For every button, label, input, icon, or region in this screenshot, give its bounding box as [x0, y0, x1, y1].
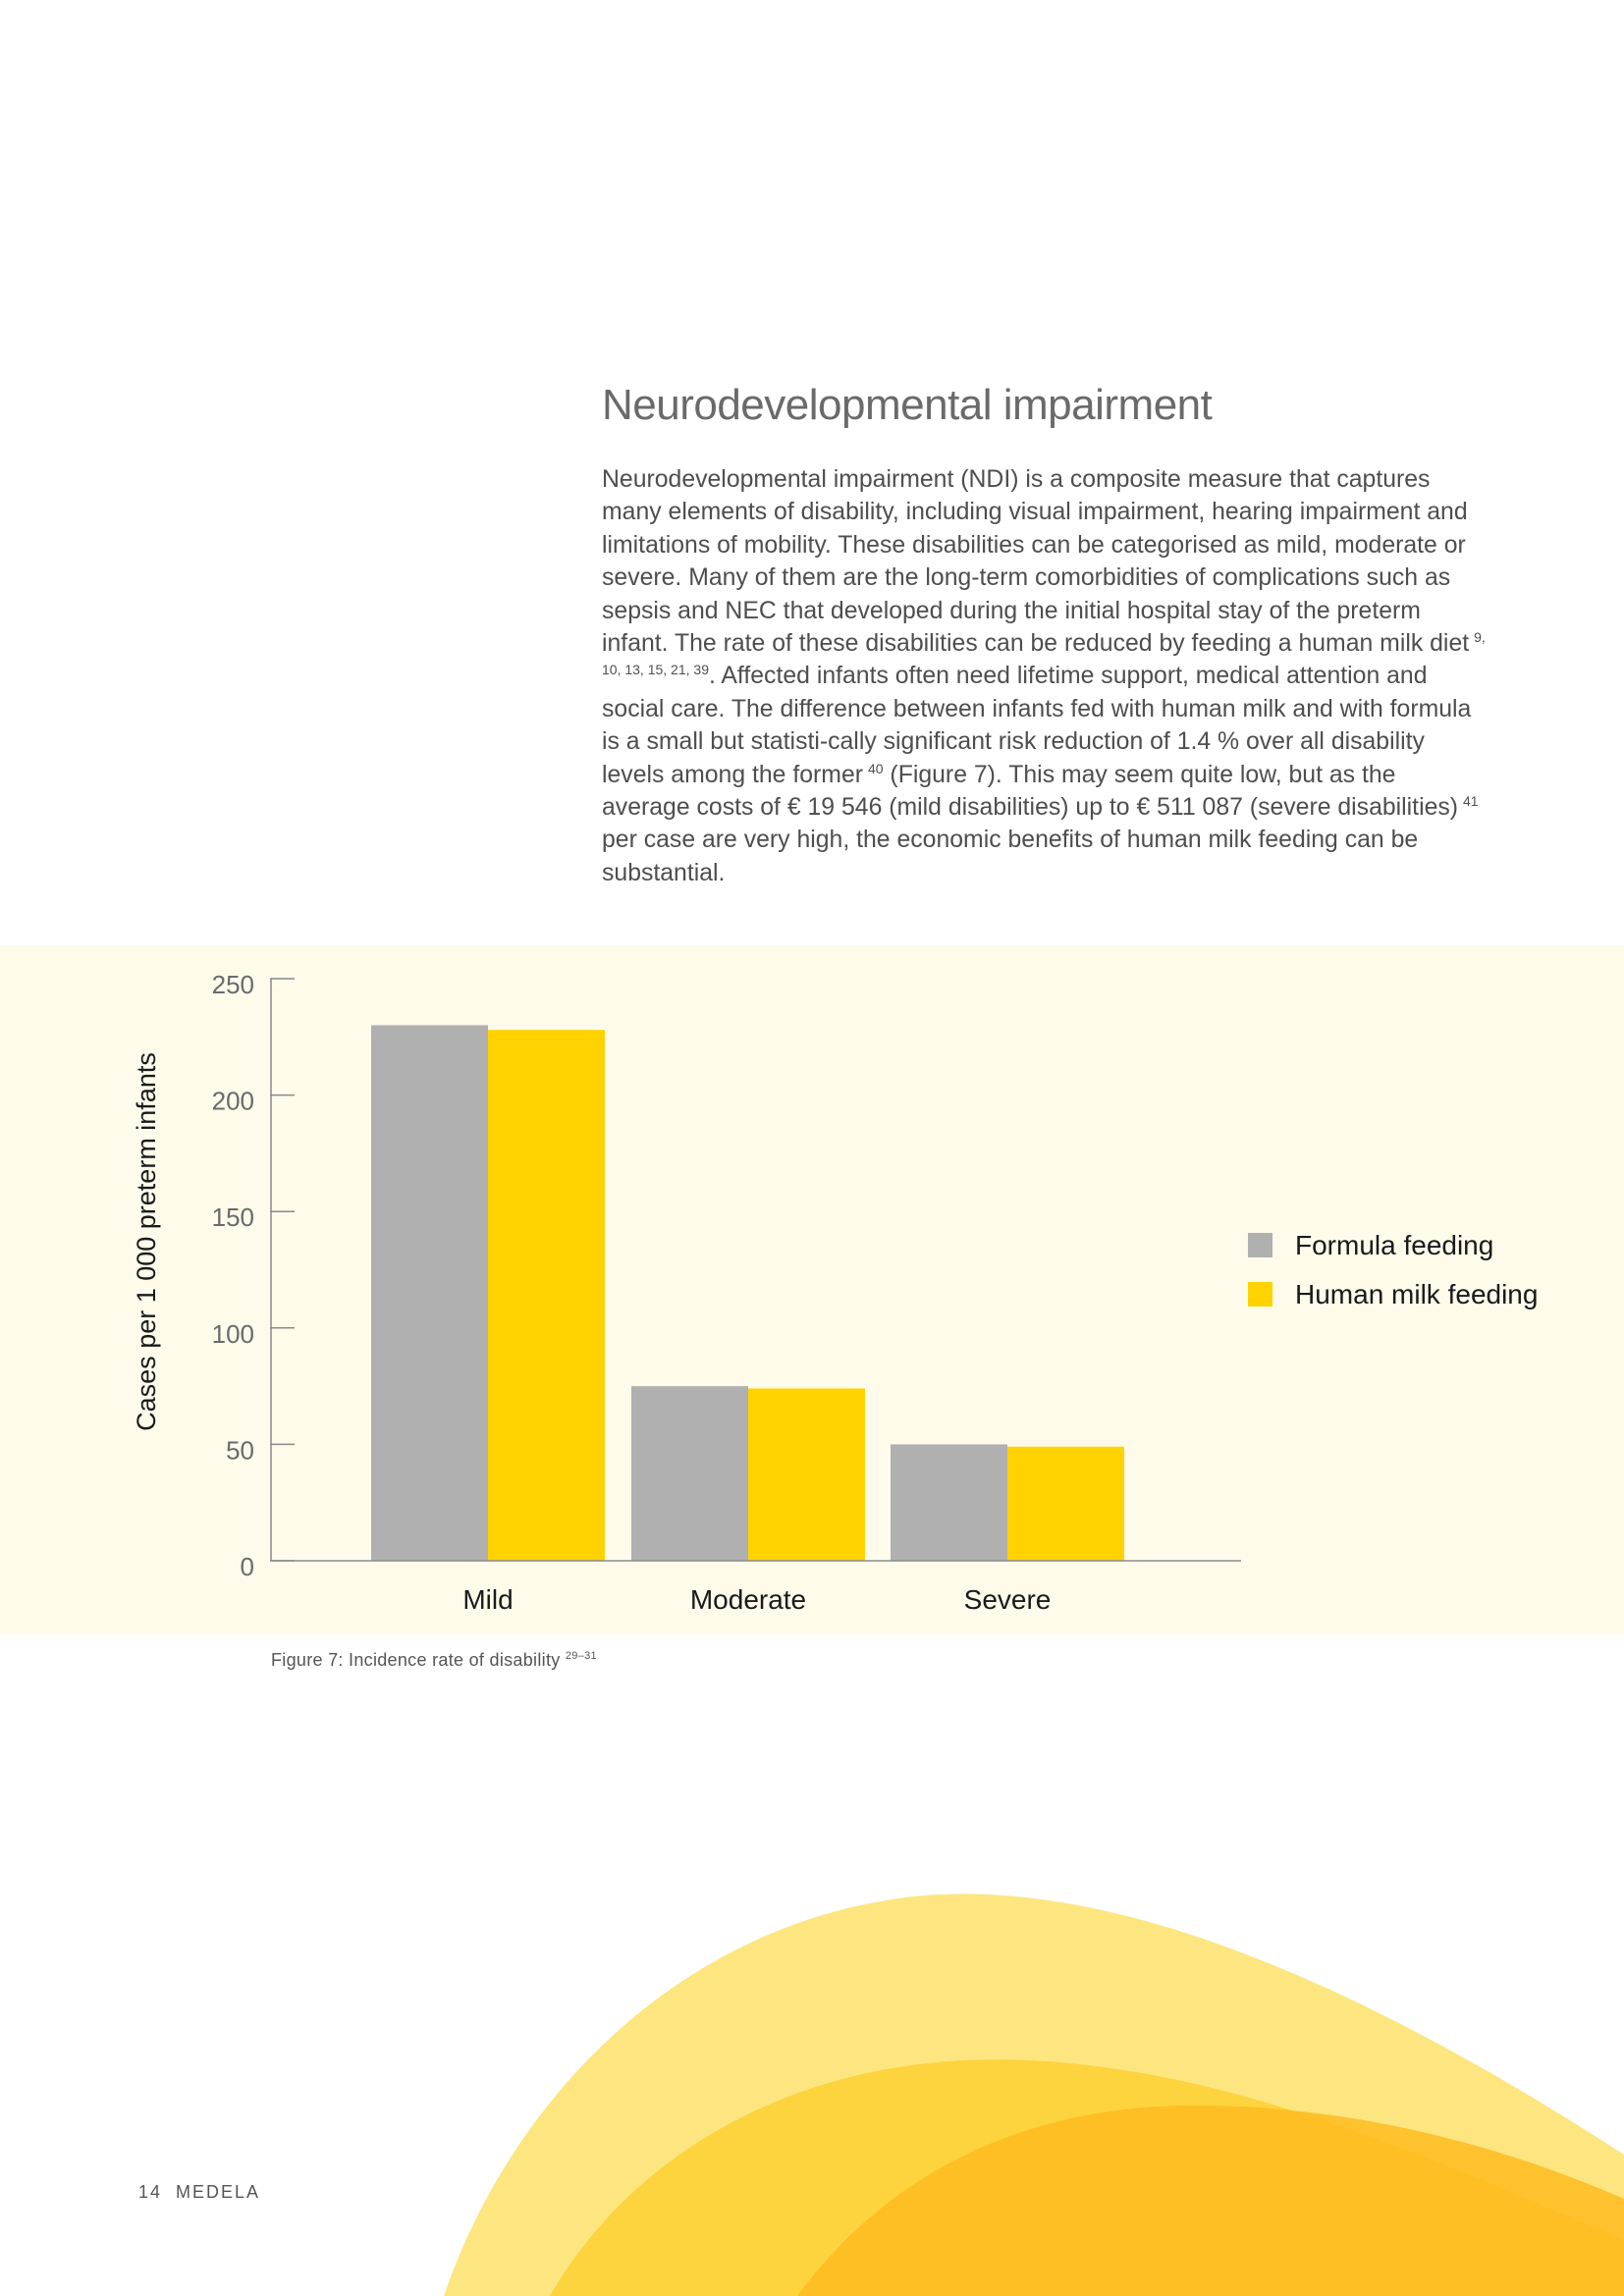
- bar-human-milk-feeding: [748, 1388, 865, 1561]
- bar-human-milk-feeding: [1007, 1447, 1124, 1561]
- y-axis: [212, 970, 295, 1581]
- y-tick-label: 100: [211, 1318, 254, 1349]
- reference-superscript: 9, 10, 13, 15, 21, 39: [602, 629, 1486, 678]
- legend-swatch: [1248, 1233, 1272, 1257]
- figure-caption: [271, 1650, 597, 1671]
- y-tick-label: 50: [226, 1435, 254, 1466]
- y-tick-label: 250: [211, 970, 254, 999]
- paragraph-text-run: (Figure 7). This may seem quite low, but as the average costs of € 19 546 (mild disabilities) up to € 511 087 (severe disabilities): [602, 761, 1459, 822]
- x-axis: [271, 1561, 1241, 1615]
- legend-label: Human milk feeding: [1295, 1279, 1539, 1309]
- caption-reference: 29–31: [565, 1650, 597, 1662]
- body-paragraph: [602, 463, 1486, 889]
- incidence-bar-chart: [0, 945, 1624, 1634]
- y-axis-label: Cases per 1 000 preterm infants: [132, 1052, 161, 1431]
- page-footer: [138, 2182, 260, 2203]
- legend-swatch: [1248, 1282, 1272, 1307]
- legend: [1248, 1230, 1538, 1309]
- reference-superscript: 41: [1463, 793, 1479, 810]
- bar-formula-feeding: [371, 1025, 488, 1561]
- page-number: 14: [138, 2182, 163, 2202]
- x-category-label: Moderate: [689, 1584, 807, 1615]
- paragraph-text-run: per case are very high, the economic benefits of human milk feeding can be substantial.: [602, 827, 1419, 886]
- bar-human-milk-feeding: [488, 1030, 605, 1561]
- y-tick-label: 0: [240, 1552, 254, 1581]
- section-title: Neurodevelopmental impairment: [602, 381, 1213, 429]
- paragraph-text-run: Neurodevelopmental impairment (NDI) is a composite measure that captures many elements of disability, including visual impairment, hearing impairment and limitations of mobility. These disabilities can be categorised as mild, moderate or severe. Many of them are the long-term comorbidities of complications such as sepsis and NEC that developed during the initial hospital stay of the preterm infant. The rate of these disabilities can be reduced by feeding a human milk diet: [602, 466, 1470, 658]
- bars: [371, 1025, 1124, 1561]
- x-category-label: Mild: [462, 1584, 514, 1615]
- x-category-label: Severe: [963, 1584, 1052, 1615]
- bar-formula-feeding: [891, 1444, 1007, 1561]
- caption-text: Figure 7: Incidence rate of disability: [271, 1650, 561, 1670]
- brand-name: MEDELA: [176, 2182, 261, 2202]
- reference-superscript: 40: [867, 760, 884, 776]
- bar-formula-feeding: [631, 1386, 748, 1561]
- legend-label: Formula feeding: [1295, 1230, 1494, 1260]
- paragraph-text-run: . Affected infants often need lifetime support, medical attention and social care. The difference between infants fed with human milk and with formula is a small but statisti-cally significant risk reduction of 1.4 % over all disability levels among the former: [602, 663, 1472, 788]
- y-tick-label: 200: [211, 1086, 254, 1116]
- y-tick-label: 150: [211, 1202, 254, 1233]
